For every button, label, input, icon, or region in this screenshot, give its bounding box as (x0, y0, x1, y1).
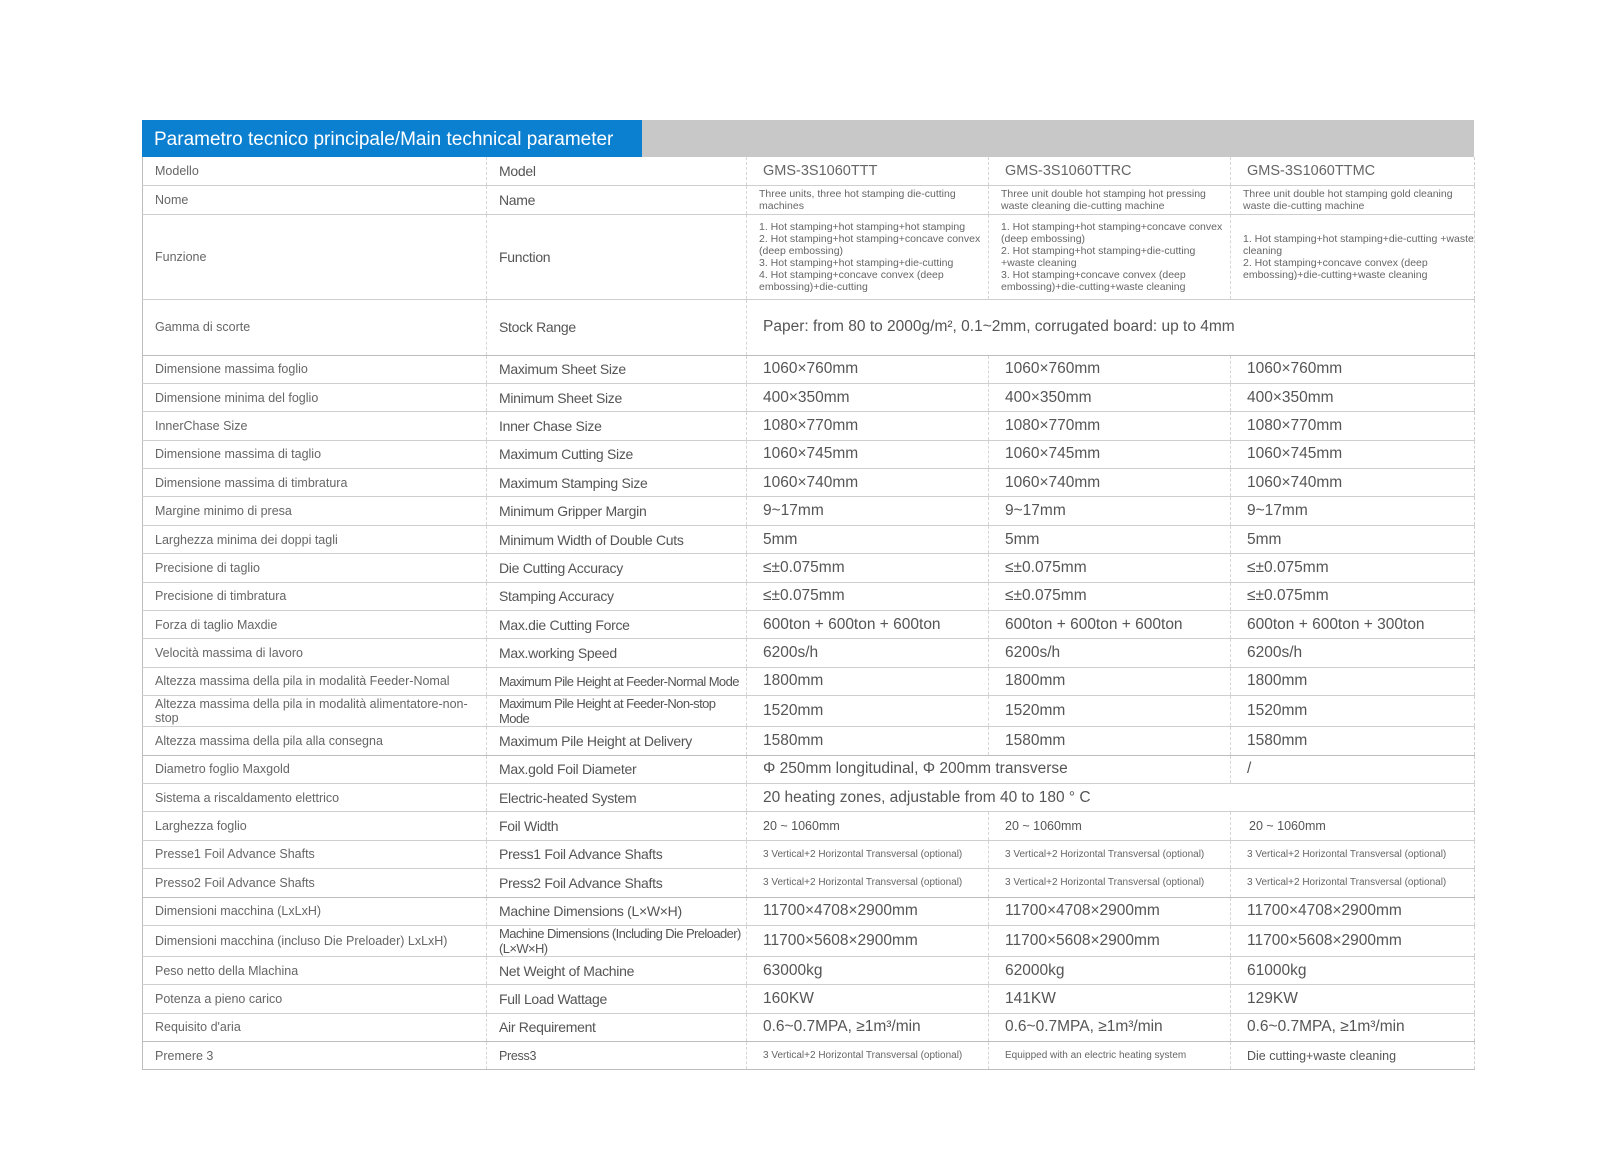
label-en: Machine Dimensions (Including Die Preloader) (L×W×H) (487, 925, 747, 956)
label-en: Stock Range (487, 299, 747, 355)
table-row (143, 840, 1475, 868)
spec-value: 1580mm (989, 727, 1231, 755)
label-it: Presso2 Foil Advance Shafts (143, 869, 487, 897)
spec-value: 9~17mm (989, 497, 1231, 525)
machine-name: Three unit double hot stamping hot pressing waste cleaning die-cutting machine (989, 185, 1231, 214)
spec-value: ≤±0.075mm (989, 582, 1231, 610)
label-it: Altezza massima della pila in modalità Feeder-Nomal (143, 667, 487, 695)
label-it: Requisito d'aria (143, 1013, 487, 1041)
spec-value: 11700×4708×2900mm (1231, 897, 1475, 925)
spec-value: 1580mm (1231, 727, 1475, 755)
spec-value: 1080×770mm (747, 412, 989, 440)
label-it: Dimensione massima di timbratura (143, 469, 487, 497)
label-it: Dimensione massima di taglio (143, 440, 487, 468)
spec-value: 1580mm (747, 727, 989, 755)
title-bar (142, 120, 1474, 157)
label-en: Maximum Stamping Size (487, 469, 747, 497)
spec-value: 400×350mm (1231, 383, 1475, 411)
function-item: 2. Hot stamping+hot stamping+concave convex (deep embossing) (759, 232, 981, 257)
machine-name: Three units, three hot stamping die-cutting machines (747, 185, 989, 214)
press3-value: Equipped with an electric heating system (989, 1042, 1231, 1070)
label-it: Altezza massima della pila in modalità alimentatore-non-stop (143, 696, 487, 727)
model-name: GMS-3S1060TTRC (989, 157, 1231, 185)
table-row (143, 383, 1475, 411)
label-en: Minimum Width of Double Cuts (487, 525, 747, 553)
spec-value: ≤±0.075mm (1231, 554, 1475, 582)
spec-value: 1080×770mm (989, 412, 1231, 440)
label-it: Larghezza foglio (143, 812, 487, 840)
foil-diameter-value: / (1231, 755, 1475, 783)
label-en: Press2 Foil Advance Shafts (487, 869, 747, 897)
function-item: 2. Hot stamping+concave convex (deep embossing)+die-cutting+waste cleaning (1243, 256, 1428, 281)
label-it: Dimensioni macchina (LxLxH) (143, 897, 487, 925)
label-it: Peso netto della Mlachina (143, 956, 487, 984)
spec-value: 400×350mm (989, 383, 1231, 411)
table-row (143, 869, 1475, 897)
spec-value: 0.6~0.7MPA, ≥1m³/min (1231, 1013, 1475, 1041)
page-title: Parametro tecnico principale/Main technical parameter (142, 120, 642, 157)
table-row (143, 525, 1475, 553)
label-en: Air Requirement (487, 1013, 747, 1041)
spec-sheet (142, 120, 1474, 1070)
spec-value: 5mm (989, 525, 1231, 553)
table-row (143, 667, 1475, 695)
label-it: Premere 3 (143, 1042, 487, 1070)
spec-value: 6200s/h (1231, 639, 1475, 667)
table-row (143, 554, 1475, 582)
spec-value: ≤±0.075mm (1231, 582, 1475, 610)
spec-value: 160KW (747, 985, 989, 1013)
table-row (143, 497, 1475, 525)
spec-value: 1060×740mm (1231, 469, 1475, 497)
press3-value: Die cutting+waste cleaning (1231, 1042, 1475, 1070)
press1-value: 3 Vertical+2 Horizontal Transversal (optional) (1231, 840, 1475, 868)
press2-value: 3 Vertical+2 Horizontal Transversal (optional) (747, 869, 989, 897)
label-en: Max.working Speed (487, 639, 747, 667)
table-row-function (143, 214, 1475, 299)
spec-value: 0.6~0.7MPA, ≥1m³/min (747, 1013, 989, 1041)
spec-value: 9~17mm (747, 497, 989, 525)
spec-rows-special (143, 755, 1475, 897)
spec-value: 1060×760mm (1231, 355, 1475, 383)
label-it: Diametro foglio Maxgold (143, 755, 487, 783)
title-bar-fill (642, 120, 1474, 157)
table-row (143, 582, 1475, 610)
table-row (143, 727, 1475, 755)
label-en: Maximum Sheet Size (487, 355, 747, 383)
label-en: Max.die Cutting Force (487, 611, 747, 639)
foil-width-value: 20 ~ 1060mm (1231, 812, 1475, 840)
label-it: Modello (143, 157, 487, 185)
spec-rows-press3 (143, 1042, 1475, 1070)
function-item: 4. Hot stamping+concave convex (deep embossing)+die-cutting (759, 268, 944, 293)
label-en: Machine Dimensions (L×W×H) (487, 897, 747, 925)
label-en: Maximum Pile Height at Feeder-Normal Mode (487, 667, 747, 695)
spec-value: 11700×5608×2900mm (1231, 925, 1475, 956)
function-item: 1. Hot stamping+hot stamping+concave convex (deep embossing) (1001, 220, 1223, 245)
model-name: GMS-3S1060TTT (747, 157, 989, 185)
spec-value: 11700×5608×2900mm (989, 925, 1231, 956)
spec-value: 141KW (989, 985, 1231, 1013)
spec-value: 1060×745mm (747, 440, 989, 468)
label-en: Name (487, 185, 747, 214)
function-item: 2. Hot stamping+hot stamping+die-cutting +waste cleaning (1001, 244, 1196, 269)
spec-value: 61000kg (1231, 956, 1475, 984)
foil-diameter-value: Φ 250mm longitudinal, Φ 200mm transverse (747, 755, 1231, 783)
spec-value: 1060×740mm (989, 469, 1231, 497)
label-it: Precisione di taglio (143, 554, 487, 582)
label-en: Stamping Accuracy (487, 582, 747, 610)
press2-value: 3 Vertical+2 Horizontal Transversal (optional) (989, 869, 1231, 897)
spec-value: 600ton + 600ton + 600ton (747, 611, 989, 639)
spec-value: ≤±0.075mm (747, 582, 989, 610)
table-row (143, 469, 1475, 497)
label-en: Full Load Wattage (487, 985, 747, 1013)
spec-value: 400×350mm (747, 383, 989, 411)
label-it: Precisione di timbratura (143, 582, 487, 610)
function-item: 1. Hot stamping+hot stamping+die-cutting +waste cleaning (1243, 232, 1474, 257)
spec-value: 600ton + 600ton + 300ton (1231, 611, 1475, 639)
function-list (747, 214, 989, 299)
function-item: 3. Hot stamping+hot stamping+die-cutting (759, 256, 954, 269)
spec-value: 1060×760mm (747, 355, 989, 383)
label-en: Foil Width (487, 812, 747, 840)
spec-value: 5mm (1231, 525, 1475, 553)
table-row (143, 412, 1475, 440)
heating-value: 20 heating zones, adjustable from 40 to 180 ° C (747, 783, 1475, 811)
label-en: Press3 (487, 1042, 747, 1070)
label-it: Dimensione massima foglio (143, 355, 487, 383)
label-en: Function (487, 214, 747, 299)
spec-value: 1800mm (747, 667, 989, 695)
label-en: Minimum Gripper Margin (487, 497, 747, 525)
label-it: Dimensioni macchina (incluso Die Preloader) LxLxH) (143, 925, 487, 956)
spec-table (142, 157, 1475, 1070)
spec-value: 11700×4708×2900mm (989, 897, 1231, 925)
model-name: GMS-3S1060TTMC (1231, 157, 1475, 185)
label-it: Gamma di scorte (143, 299, 487, 355)
label-en: Net Weight of Machine (487, 956, 747, 984)
spec-value: ≤±0.075mm (989, 554, 1231, 582)
label-it: InnerChase Size (143, 412, 487, 440)
table-row-name (143, 185, 1475, 214)
label-it: Forza di taglio Maxdie (143, 611, 487, 639)
label-en: Press1 Foil Advance Shafts (487, 840, 747, 868)
spec-value: 62000kg (989, 956, 1231, 984)
table-row (143, 611, 1475, 639)
spec-value: 11700×5608×2900mm (747, 925, 989, 956)
stock-range-value: Paper: from 80 to 2000g/m², 0.1~2mm, corrugated board: up to 4mm (747, 299, 1475, 355)
spec-value: 5mm (747, 525, 989, 553)
label-it: Larghezza minima dei doppi tagli (143, 525, 487, 553)
press3-value: 3 Vertical+2 Horizontal Transversal (optional) (747, 1042, 989, 1070)
label-en: Maximum Pile Height at Feeder-Non-stop Mode (487, 696, 747, 727)
label-en: Max.gold Foil Diameter (487, 755, 747, 783)
label-it: Margine minimo di presa (143, 497, 487, 525)
spec-value: 600ton + 600ton + 600ton (989, 611, 1231, 639)
spec-value: 1060×760mm (989, 355, 1231, 383)
table-row (143, 440, 1475, 468)
table-row (143, 755, 1475, 783)
label-it: Potenza a pieno carico (143, 985, 487, 1013)
function-list (989, 214, 1231, 299)
spec-value: 1060×745mm (989, 440, 1231, 468)
label-en: Maximum Cutting Size (487, 440, 747, 468)
spec-value: 1520mm (1231, 696, 1475, 727)
label-en: Model (487, 157, 747, 185)
foil-width-value: 20 ~ 1060mm (747, 812, 989, 840)
table-row (143, 355, 1475, 383)
spec-value: 1060×740mm (747, 469, 989, 497)
label-it: Sistema a riscaldamento elettrico (143, 783, 487, 811)
spec-value: 1060×745mm (1231, 440, 1475, 468)
table-row (143, 897, 1475, 925)
table-row (143, 639, 1475, 667)
spec-value: 1520mm (989, 696, 1231, 727)
machine-name: Three unit double hot stamping gold cleaning waste die-cutting machine (1231, 185, 1475, 214)
label-it: Presse1 Foil Advance Shafts (143, 840, 487, 868)
spec-value: 11700×4708×2900mm (747, 897, 989, 925)
label-it: Funzione (143, 214, 487, 299)
spec-value: 1800mm (989, 667, 1231, 695)
spec-value: 9~17mm (1231, 497, 1475, 525)
label-en: Die Cutting Accuracy (487, 554, 747, 582)
function-item: 3. Hot stamping+concave convex (deep embossing)+die-cutting+waste cleaning (1001, 268, 1186, 293)
table-row (143, 1013, 1475, 1041)
spec-value: ≤±0.075mm (747, 554, 989, 582)
label-it: Nome (143, 185, 487, 214)
press1-value: 3 Vertical+2 Horizontal Transversal (optional) (747, 840, 989, 868)
label-en: Maximum Pile Height at Delivery (487, 727, 747, 755)
table-row-model (143, 157, 1475, 185)
function-item: 1. Hot stamping+hot stamping+hot stamping (759, 220, 966, 233)
foil-width-value: 20 ~ 1060mm (989, 812, 1231, 840)
label-it: Altezza massima della pila alla consegna (143, 727, 487, 755)
spec-value: 6200s/h (747, 639, 989, 667)
table-row (143, 812, 1475, 840)
spec-value: 1800mm (1231, 667, 1475, 695)
label-en: Minimum Sheet Size (487, 383, 747, 411)
table-row (143, 696, 1475, 727)
spec-value: 0.6~0.7MPA, ≥1m³/min (989, 1013, 1231, 1041)
spec-value: 1520mm (747, 696, 989, 727)
function-list (1231, 214, 1475, 299)
press2-value: 3 Vertical+2 Horizontal Transversal (optional) (1231, 869, 1475, 897)
spec-rows-group-2 (143, 897, 1475, 1042)
label-it: Dimensione minima del foglio (143, 383, 487, 411)
table-row (143, 783, 1475, 811)
spec-value: 6200s/h (989, 639, 1231, 667)
label-it: Velocità massima di lavoro (143, 639, 487, 667)
table-row (143, 985, 1475, 1013)
label-en: Electric-heated System (487, 783, 747, 811)
table-row (143, 956, 1475, 984)
spec-value: 1080×770mm (1231, 412, 1475, 440)
table-row (143, 925, 1475, 956)
label-en: Inner Chase Size (487, 412, 747, 440)
table-row (143, 1042, 1475, 1070)
spec-value: 129KW (1231, 985, 1475, 1013)
table-row-stock-range (143, 299, 1475, 355)
press1-value: 3 Vertical+2 Horizontal Transversal (optional) (989, 840, 1231, 868)
spec-value: 63000kg (747, 956, 989, 984)
spec-rows-group-1 (143, 355, 1475, 755)
